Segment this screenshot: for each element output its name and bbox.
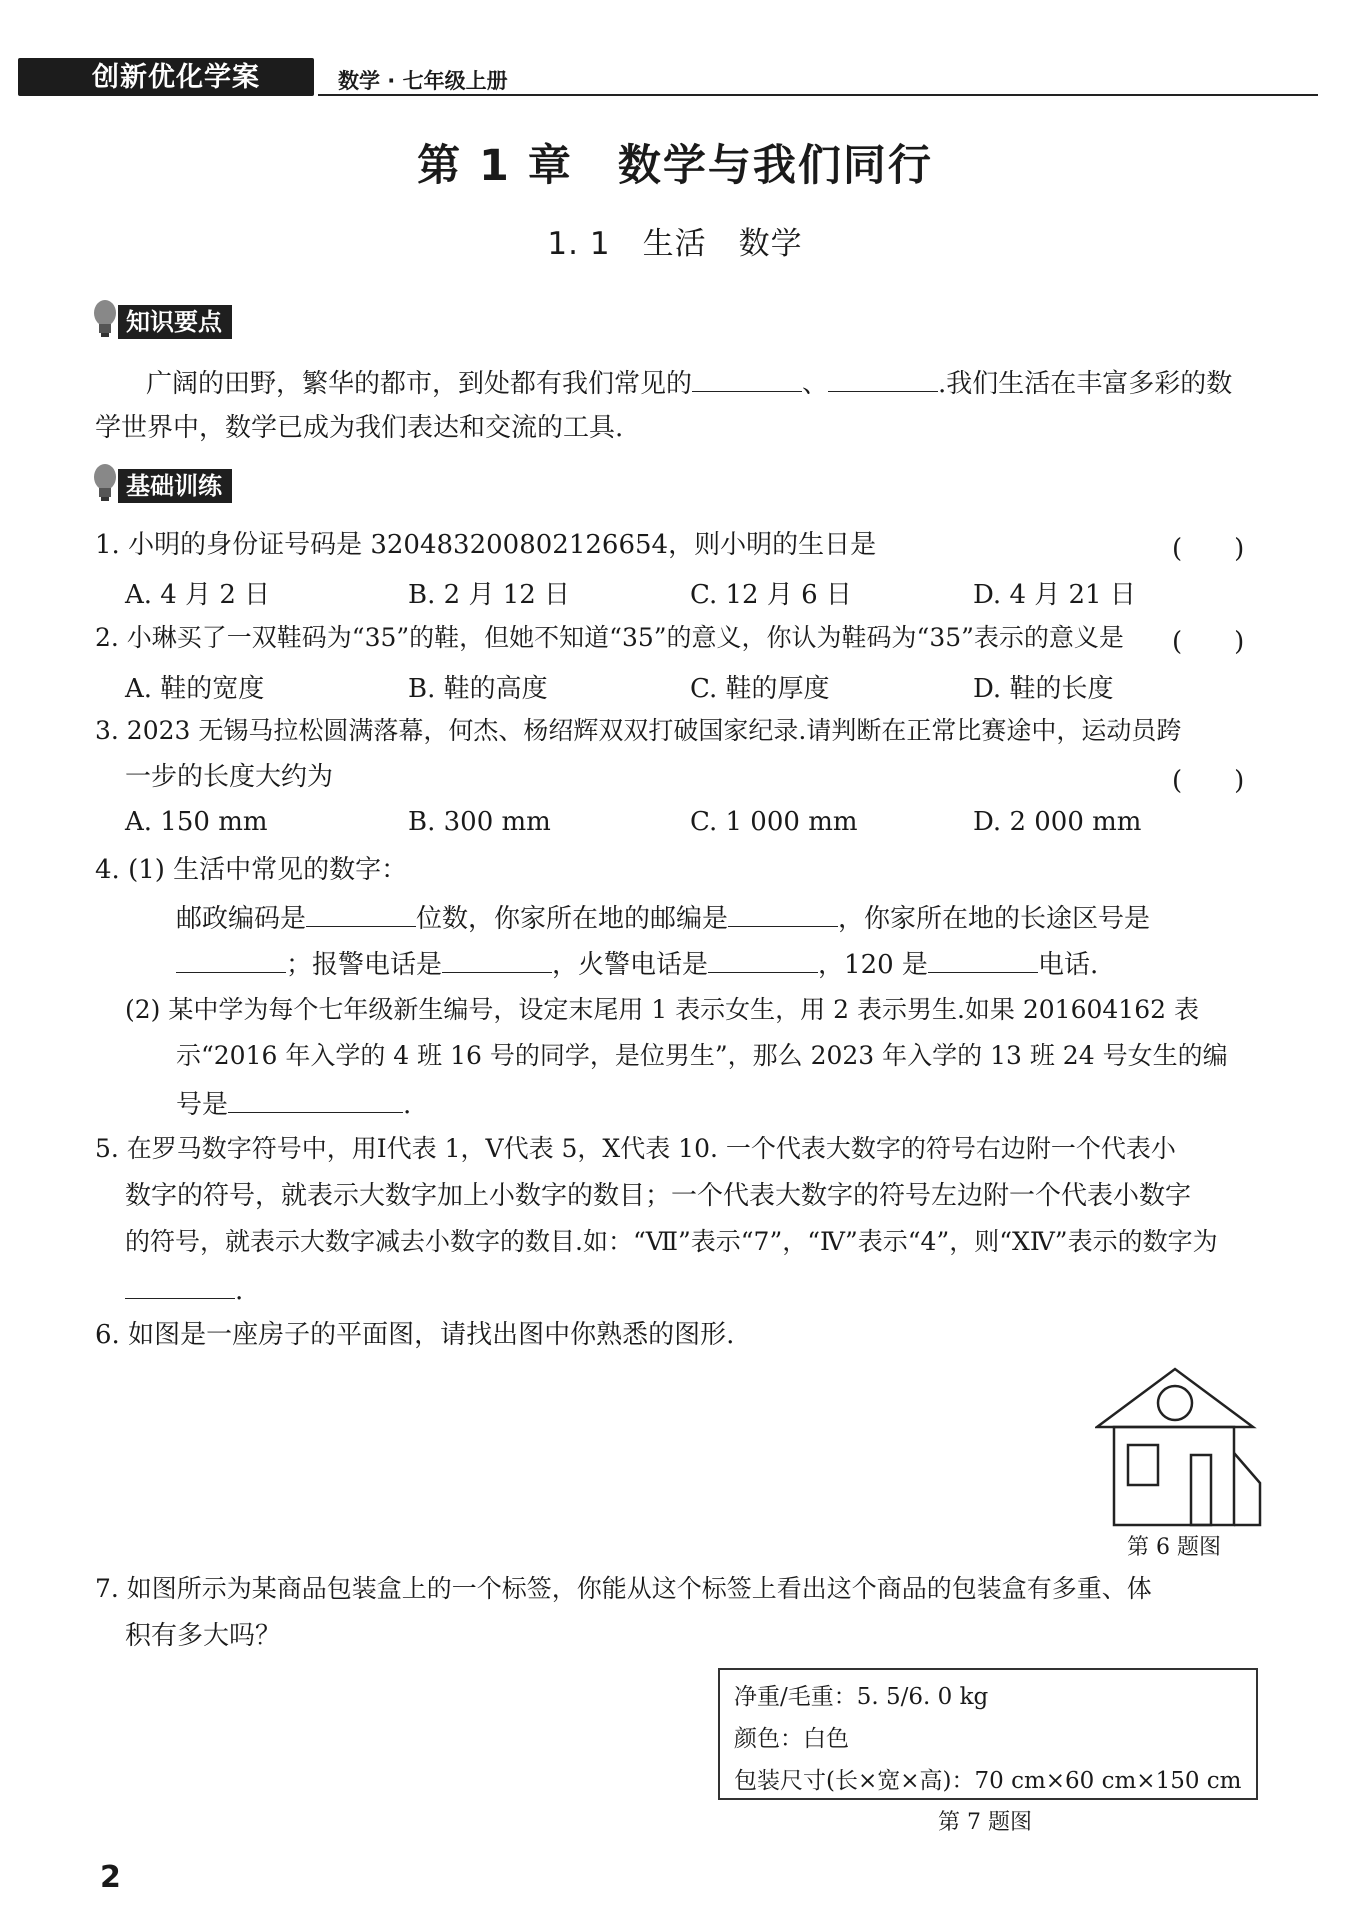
q1-option-a[interactable]: A. 4 月 2 日 [125, 580, 271, 610]
page-number: 2 [100, 1860, 121, 1895]
q2-option-a[interactable]: A. 鞋的宽度 [125, 674, 265, 704]
knowledge-line-1 [146, 365, 1232, 401]
product-label-box [718, 1668, 1258, 1800]
q4-text: 邮政编码是 [176, 904, 307, 934]
header-rule [318, 94, 1318, 96]
q1-answer-paren[interactable]: ( ) [1172, 534, 1245, 564]
q2-stem: 2. 小琳买了一双鞋码为“35”的鞋，但她不知道“35”的意义，你认为鞋码为“35”表示的意义是 [95, 623, 1124, 652]
q4-text: 电话. [1037, 950, 1099, 980]
knowledge-line-2: 学世界中，数学已成为我们表达和交流的工具. [95, 413, 624, 443]
q3-stem-line-2: 一步的长度大约为 [125, 762, 334, 792]
q5-line-1: 5. 在罗马数字符号中，用Ⅰ代表 1，Ⅴ代表 5，Ⅹ代表 10. 一个代表大数字的符号右边附一个代表小 [95, 1134, 1176, 1163]
q2-option-c[interactable]: C. 鞋的厚度 [690, 674, 830, 704]
q3-option-c[interactable]: C. 1 000 mm [690, 807, 858, 837]
q4-text: 位数，你家所在地的邮编是 [416, 904, 729, 934]
house-window-rectangle [1128, 1445, 1158, 1485]
answer-blank[interactable] [708, 946, 818, 973]
answer-blank[interactable] [125, 1272, 235, 1299]
q4-text: ，火警电话是 [552, 950, 709, 980]
lightbulb-icon [92, 299, 118, 339]
lightbulb-icon [92, 463, 118, 503]
q5-text: . [235, 1276, 244, 1306]
q4-text: ，120 是 [818, 950, 928, 980]
house-roof-triangle [1097, 1369, 1253, 1427]
label-dimensions: 包装尺寸(长×宽×高)：70 cm×60 cm×150 cm [734, 1768, 1242, 1794]
answer-blank[interactable] [306, 900, 416, 927]
house-roof-circle [1158, 1386, 1192, 1420]
q7-line-1: 7. 如图所示为某商品包装盒上的一个标签，你能从这个标签上看出这个商品的包装盒有多重、体 [95, 1574, 1152, 1603]
q6-figure-caption: 第 6 题图 [1127, 1535, 1221, 1560]
q4-text: . [403, 1090, 412, 1120]
q3-stem-line-1: 3. 2023 无锡马拉松圆满落幕，何杰、杨绍辉双双打破国家纪录.请判断在正常比赛途中，运动员跨 [95, 716, 1182, 745]
q3-answer-paren[interactable]: ( ) [1172, 766, 1245, 796]
house-plan-figure [1095, 1365, 1265, 1530]
knowledge-tag: 知识要点 [118, 305, 232, 339]
q7-line-2: 积有多大吗？ [125, 1621, 282, 1651]
knowledge-text: .我们生活在丰富多彩的数 [938, 369, 1233, 399]
answer-blank[interactable] [176, 946, 286, 973]
header-subject: 数学 · 七年级上册 [338, 69, 508, 93]
practice-tag: 基础训练 [118, 469, 232, 503]
q5-line-3: 的符号，就表示大数字减去小数字的数目.如：“Ⅶ”表示“7”，“Ⅳ”表示“4”，则“ⅩⅣ”表示的数字为 [125, 1227, 1218, 1256]
q4-part2-line-2: 示“2016 年入学的 4 班 16 号的同学，是位男生”，那么 2023 年入学的 13 班 24 号女生的编 [176, 1041, 1228, 1070]
section-title: 1. 1 生活 数学 [547, 226, 803, 262]
q1-option-b[interactable]: B. 2 月 12 日 [408, 580, 571, 610]
q7-figure-caption: 第 7 题图 [938, 1810, 1032, 1835]
answer-blank[interactable] [442, 946, 552, 973]
q3-option-d[interactable]: D. 2 000 mm [973, 807, 1142, 837]
q5-line-4 [125, 1272, 243, 1308]
q4-part2-line-3 [176, 1086, 411, 1122]
q3-option-b[interactable]: B. 300 mm [408, 807, 551, 837]
label-color: 颜色：白色 [734, 1726, 849, 1752]
q4-text: ；报警电话是 [286, 950, 443, 980]
answer-blank[interactable] [692, 365, 802, 392]
q4-part1-line-2 [176, 946, 1098, 982]
header-brand: 创新优化学案 [92, 62, 260, 93]
q1-stem: 1. 小明的身份证号码是 320483200802126654，则小明的生日是 [95, 530, 877, 560]
q1-option-c[interactable]: C. 12 月 6 日 [690, 580, 852, 610]
knowledge-section-header [92, 305, 292, 339]
knowledge-text: 广阔的田野，繁华的都市，到处都有我们常见的 [146, 369, 693, 399]
q4-part1-head: 4. (1) 生活中常见的数字： [95, 855, 408, 885]
practice-section-header [92, 469, 292, 503]
house-side-trapezoid [1234, 1453, 1260, 1525]
q2-option-b[interactable]: B. 鞋的高度 [408, 674, 548, 704]
q4-part2-line-1: (2) 某中学为每个七年级新生编号，设定末尾用 1 表示女生，用 2 表示男生.如果 201604162 表 [125, 995, 1199, 1024]
label-weight: 净重/毛重：5. 5/6. 0 kg [734, 1684, 989, 1710]
chapter-title: 第 1 章 数学与我们同行 [417, 141, 933, 191]
answer-blank[interactable] [228, 1086, 403, 1113]
q4-text: 号是 [176, 1090, 229, 1120]
answer-blank[interactable] [828, 365, 938, 392]
q4-text: ，你家所在地的长途区号是 [838, 904, 1151, 934]
answer-blank[interactable] [928, 946, 1038, 973]
house-body-rectangle [1114, 1427, 1234, 1525]
answer-blank[interactable] [728, 900, 838, 927]
q3-option-a[interactable]: A. 150 mm [125, 807, 268, 837]
house-door-rectangle [1191, 1455, 1211, 1525]
q5-line-2: 数字的符号，就表示大数字加上小数字的数目；一个代表大数字的符号左边附一个代表小数字 [125, 1181, 1192, 1211]
q6-stem: 6. 如图是一座房子的平面图，请找出图中你熟悉的图形. [95, 1320, 735, 1350]
separator: 、 [802, 369, 829, 399]
q2-answer-paren[interactable]: ( ) [1172, 627, 1245, 657]
q4-part1-line-1 [176, 900, 1150, 936]
q1-option-d[interactable]: D. 4 月 21 日 [973, 580, 1136, 610]
q2-option-d[interactable]: D. 鞋的长度 [973, 674, 1114, 704]
